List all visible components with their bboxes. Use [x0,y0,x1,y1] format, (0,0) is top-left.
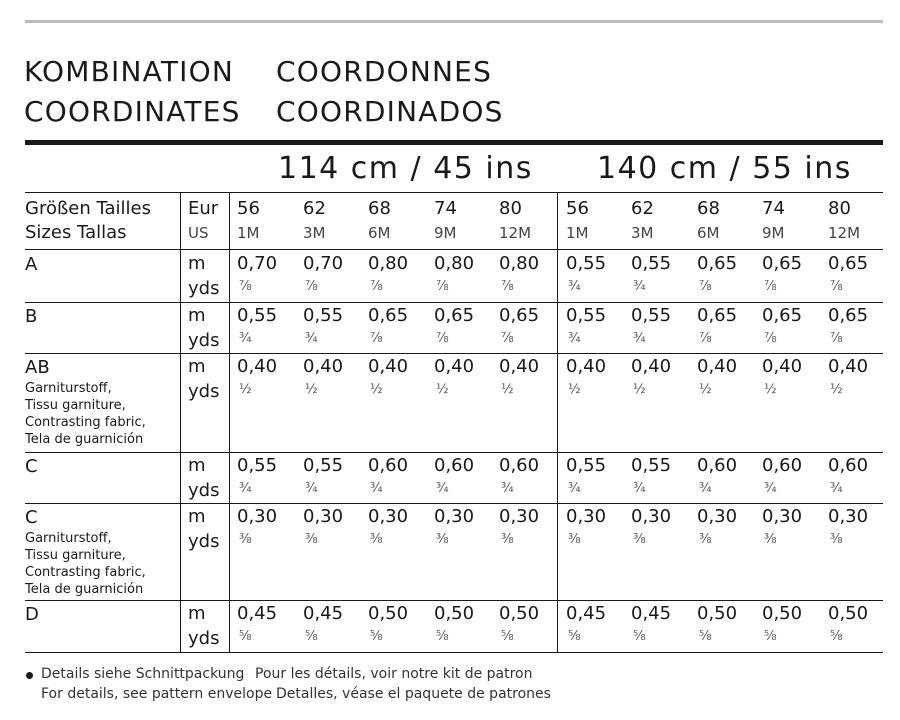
meters-value: 0,40 [566,356,607,377]
note-de: Details siehe Schnittpackung [41,666,245,682]
meters-value: 0,30 [762,506,803,527]
yards-value: ½ [568,382,581,397]
table-row-rule [25,652,883,653]
meters-value: 0,30 [434,506,475,527]
size-eur: 80 [828,198,851,219]
row-label: C [25,456,38,477]
meters-value: 0,50 [368,603,409,624]
meters-value: 0,45 [566,603,607,624]
yards-value: ⅜ [370,532,383,547]
meters-value: 0,40 [237,356,278,377]
meters-value: 0,55 [631,305,672,326]
meters-value: 0,65 [828,253,869,274]
meters-value: 0,50 [697,603,738,624]
title-es: COORDINADOS [276,95,504,128]
meters-value: 0,70 [303,253,344,274]
header-unit-eur: Eur [188,198,219,219]
yards-value: ⅞ [830,331,843,346]
title-line-1 [24,55,493,88]
unit-m: m [188,603,206,624]
size-us: 3M [303,224,326,242]
size-eur: 74 [434,198,457,219]
yards-value: ½ [633,382,646,397]
meters-value: 0,60 [828,455,869,476]
meters-value: 0,65 [762,305,803,326]
size-us: 12M [499,224,532,242]
meters-value: 0,45 [237,603,278,624]
meters-value: 0,60 [434,455,475,476]
yards-value: ¾ [239,331,252,346]
header-label-1: Größen Tailles [25,198,152,219]
yards-value: ⅝ [633,629,646,644]
meters-value: 0,40 [303,356,344,377]
size-us: 9M [434,224,457,242]
yards-value: ⅝ [501,629,514,644]
meters-value: 0,45 [303,603,344,624]
yards-value: ⅞ [764,279,777,294]
yards-value: ⅝ [699,629,712,644]
size-us: 12M [828,224,861,242]
meters-value: 0,30 [237,506,278,527]
yards-value: ⅞ [305,279,318,294]
header-label-2: Sizes Tallas [25,222,127,243]
bullet-icon [26,672,33,679]
yards-value: ⅞ [699,279,712,294]
meters-value: 0,60 [697,455,738,476]
yards-value: ¾ [239,481,252,496]
unit-m: m [188,253,206,274]
size-us: 3M [631,224,654,242]
header-unit-us: US [188,224,209,242]
meters-value: 0,55 [566,305,607,326]
row-description: Contrasting fabric, [25,565,146,580]
meters-value: 0,80 [434,253,475,274]
meters-value: 0,50 [434,603,475,624]
yards-value: ⅝ [305,629,318,644]
yards-value: ⅜ [830,532,843,547]
yards-value: ⅞ [830,279,843,294]
size-eur: 56 [566,198,589,219]
meters-value: 0,55 [631,253,672,274]
yards-value: ⅞ [501,279,514,294]
row-description: Tela de guarnición [25,582,144,597]
meters-value: 0,55 [566,253,607,274]
meters-value: 0,65 [368,305,409,326]
row-description: Garniturstoff, [25,381,112,396]
meters-value: 0,80 [499,253,540,274]
meters-value: 0,40 [434,356,475,377]
unit-m: m [188,506,206,527]
size-eur: 74 [762,198,785,219]
meters-value: 0,65 [434,305,475,326]
meters-value: 0,45 [631,603,672,624]
yards-value: ⅜ [436,532,449,547]
meters-value: 0,55 [237,305,278,326]
yards-value: ⅜ [239,532,252,547]
yards-value: ⅜ [633,532,646,547]
yards-value: ⅞ [764,331,777,346]
meters-value: 0,65 [762,253,803,274]
table-column-rule [229,192,230,652]
yards-value: ⅜ [305,532,318,547]
unit-m: m [188,305,206,326]
yards-value: ½ [830,382,843,397]
yards-value: ⅜ [501,532,514,547]
yards-value: ¾ [305,481,318,496]
yards-value: ⅝ [830,629,843,644]
size-eur: 80 [499,198,522,219]
yards-value: ⅞ [239,279,252,294]
unit-m: m [188,455,206,476]
yards-value: ½ [370,382,383,397]
yards-value: ¾ [305,331,318,346]
table-row-rule [25,452,883,453]
yards-value: ¾ [436,481,449,496]
yards-value: ⅜ [764,532,777,547]
yards-value: ⅝ [370,629,383,644]
meters-value: 0,80 [368,253,409,274]
meters-value: 0,40 [828,356,869,377]
meters-value: 0,50 [828,603,869,624]
meters-value: 0,60 [762,455,803,476]
meters-value: 0,30 [828,506,869,527]
table-row-rule [25,302,883,303]
title-line-2 [24,95,504,128]
unit-yds: yds [188,531,220,552]
meters-value: 0,40 [697,356,738,377]
row-label: A [25,254,38,275]
table-column-rule [180,192,181,652]
yards-value: ¾ [370,481,383,496]
meters-value: 0,55 [631,455,672,476]
yards-value: ¾ [633,279,646,294]
row-description: Tissu garniture, [25,398,126,413]
row-label: C [25,507,38,528]
meters-value: 0,40 [499,356,540,377]
size-eur: 68 [368,198,391,219]
size-us: 9M [762,224,785,242]
row-description: Tissu garniture, [25,548,126,563]
size-eur: 56 [237,198,260,219]
yards-value: ¾ [699,481,712,496]
width-114-heading: 114 cm / 45 ins [278,151,533,186]
yards-value: ¾ [764,481,777,496]
meters-value: 0,60 [368,455,409,476]
yards-value: ½ [305,382,318,397]
yards-value: ⅞ [699,331,712,346]
title-en: COORDINATES [24,95,241,128]
top-rule [25,20,883,23]
yards-value: ⅞ [501,331,514,346]
meters-value: 0,30 [631,506,672,527]
unit-yds: yds [188,628,220,649]
width-140-heading: 140 cm / 55 ins [597,151,852,186]
unit-yds: yds [188,278,220,299]
meters-value: 0,65 [499,305,540,326]
row-label: B [25,306,38,327]
table-row-rule [25,353,883,354]
yards-value: ⅞ [436,279,449,294]
meters-value: 0,30 [566,506,607,527]
meters-value: 0,40 [368,356,409,377]
meters-value: 0,40 [631,356,672,377]
meters-value: 0,55 [566,455,607,476]
meters-value: 0,70 [237,253,278,274]
yards-value: ⅞ [370,279,383,294]
meters-value: 0,30 [499,506,540,527]
note-fr: Pour les détails, voir notre kit de patron [255,666,533,682]
unit-m: m [188,356,206,377]
size-us: 6M [368,224,391,242]
note-es: Detalles, véase el paquete de patrones [276,686,551,702]
size-us: 1M [237,224,260,242]
yards-value: ¾ [501,481,514,496]
meters-value: 0,40 [762,356,803,377]
yards-value: ¾ [568,481,581,496]
yards-value: ⅞ [436,331,449,346]
meters-value: 0,55 [237,455,278,476]
yards-value: ½ [764,382,777,397]
yards-value: ½ [699,382,712,397]
note-en: For details, see pattern envelope [41,686,273,702]
meters-value: 0,60 [499,455,540,476]
title-de: KOMBINATION [24,55,234,88]
meters-value: 0,30 [303,506,344,527]
table-row-rule [25,503,883,504]
yards-value: ⅜ [568,532,581,547]
yards-value: ¾ [568,279,581,294]
size-us: 1M [566,224,589,242]
size-eur: 62 [303,198,326,219]
row-description: Contrasting fabric, [25,415,146,430]
unit-yds: yds [188,330,220,351]
unit-yds: yds [188,381,220,402]
yards-value: ½ [239,382,252,397]
row-description: Garniturstoff, [25,531,112,546]
meters-value: 0,65 [828,305,869,326]
yards-value: ⅝ [239,629,252,644]
yards-value: ⅝ [764,629,777,644]
meters-value: 0,50 [499,603,540,624]
meters-value: 0,50 [762,603,803,624]
table-column-rule [557,192,558,652]
yards-value: ⅝ [568,629,581,644]
yards-value: ¾ [633,481,646,496]
title-fr: COORDONNES [276,55,493,88]
header-rule [25,140,883,145]
table-row-rule [25,249,883,250]
meters-value: 0,55 [303,455,344,476]
meters-value: 0,65 [697,253,738,274]
meters-value: 0,65 [697,305,738,326]
size-us: 6M [697,224,720,242]
meters-value: 0,55 [303,305,344,326]
yards-value: ¾ [633,331,646,346]
yards-value: ½ [501,382,514,397]
meters-value: 0,30 [697,506,738,527]
yards-value: ⅞ [370,331,383,346]
row-label: D [25,604,39,625]
yards-value: ⅝ [436,629,449,644]
row-label: AB [25,357,50,378]
size-eur: 68 [697,198,720,219]
size-eur: 62 [631,198,654,219]
yards-value: ⅜ [699,532,712,547]
yards-value: ½ [436,382,449,397]
unit-yds: yds [188,480,220,501]
table-row-rule [25,600,883,601]
yards-value: ¾ [568,331,581,346]
row-description: Tela de guarnición [25,432,144,447]
table-row-rule [25,192,883,193]
meters-value: 0,30 [368,506,409,527]
yards-value: ¾ [830,481,843,496]
